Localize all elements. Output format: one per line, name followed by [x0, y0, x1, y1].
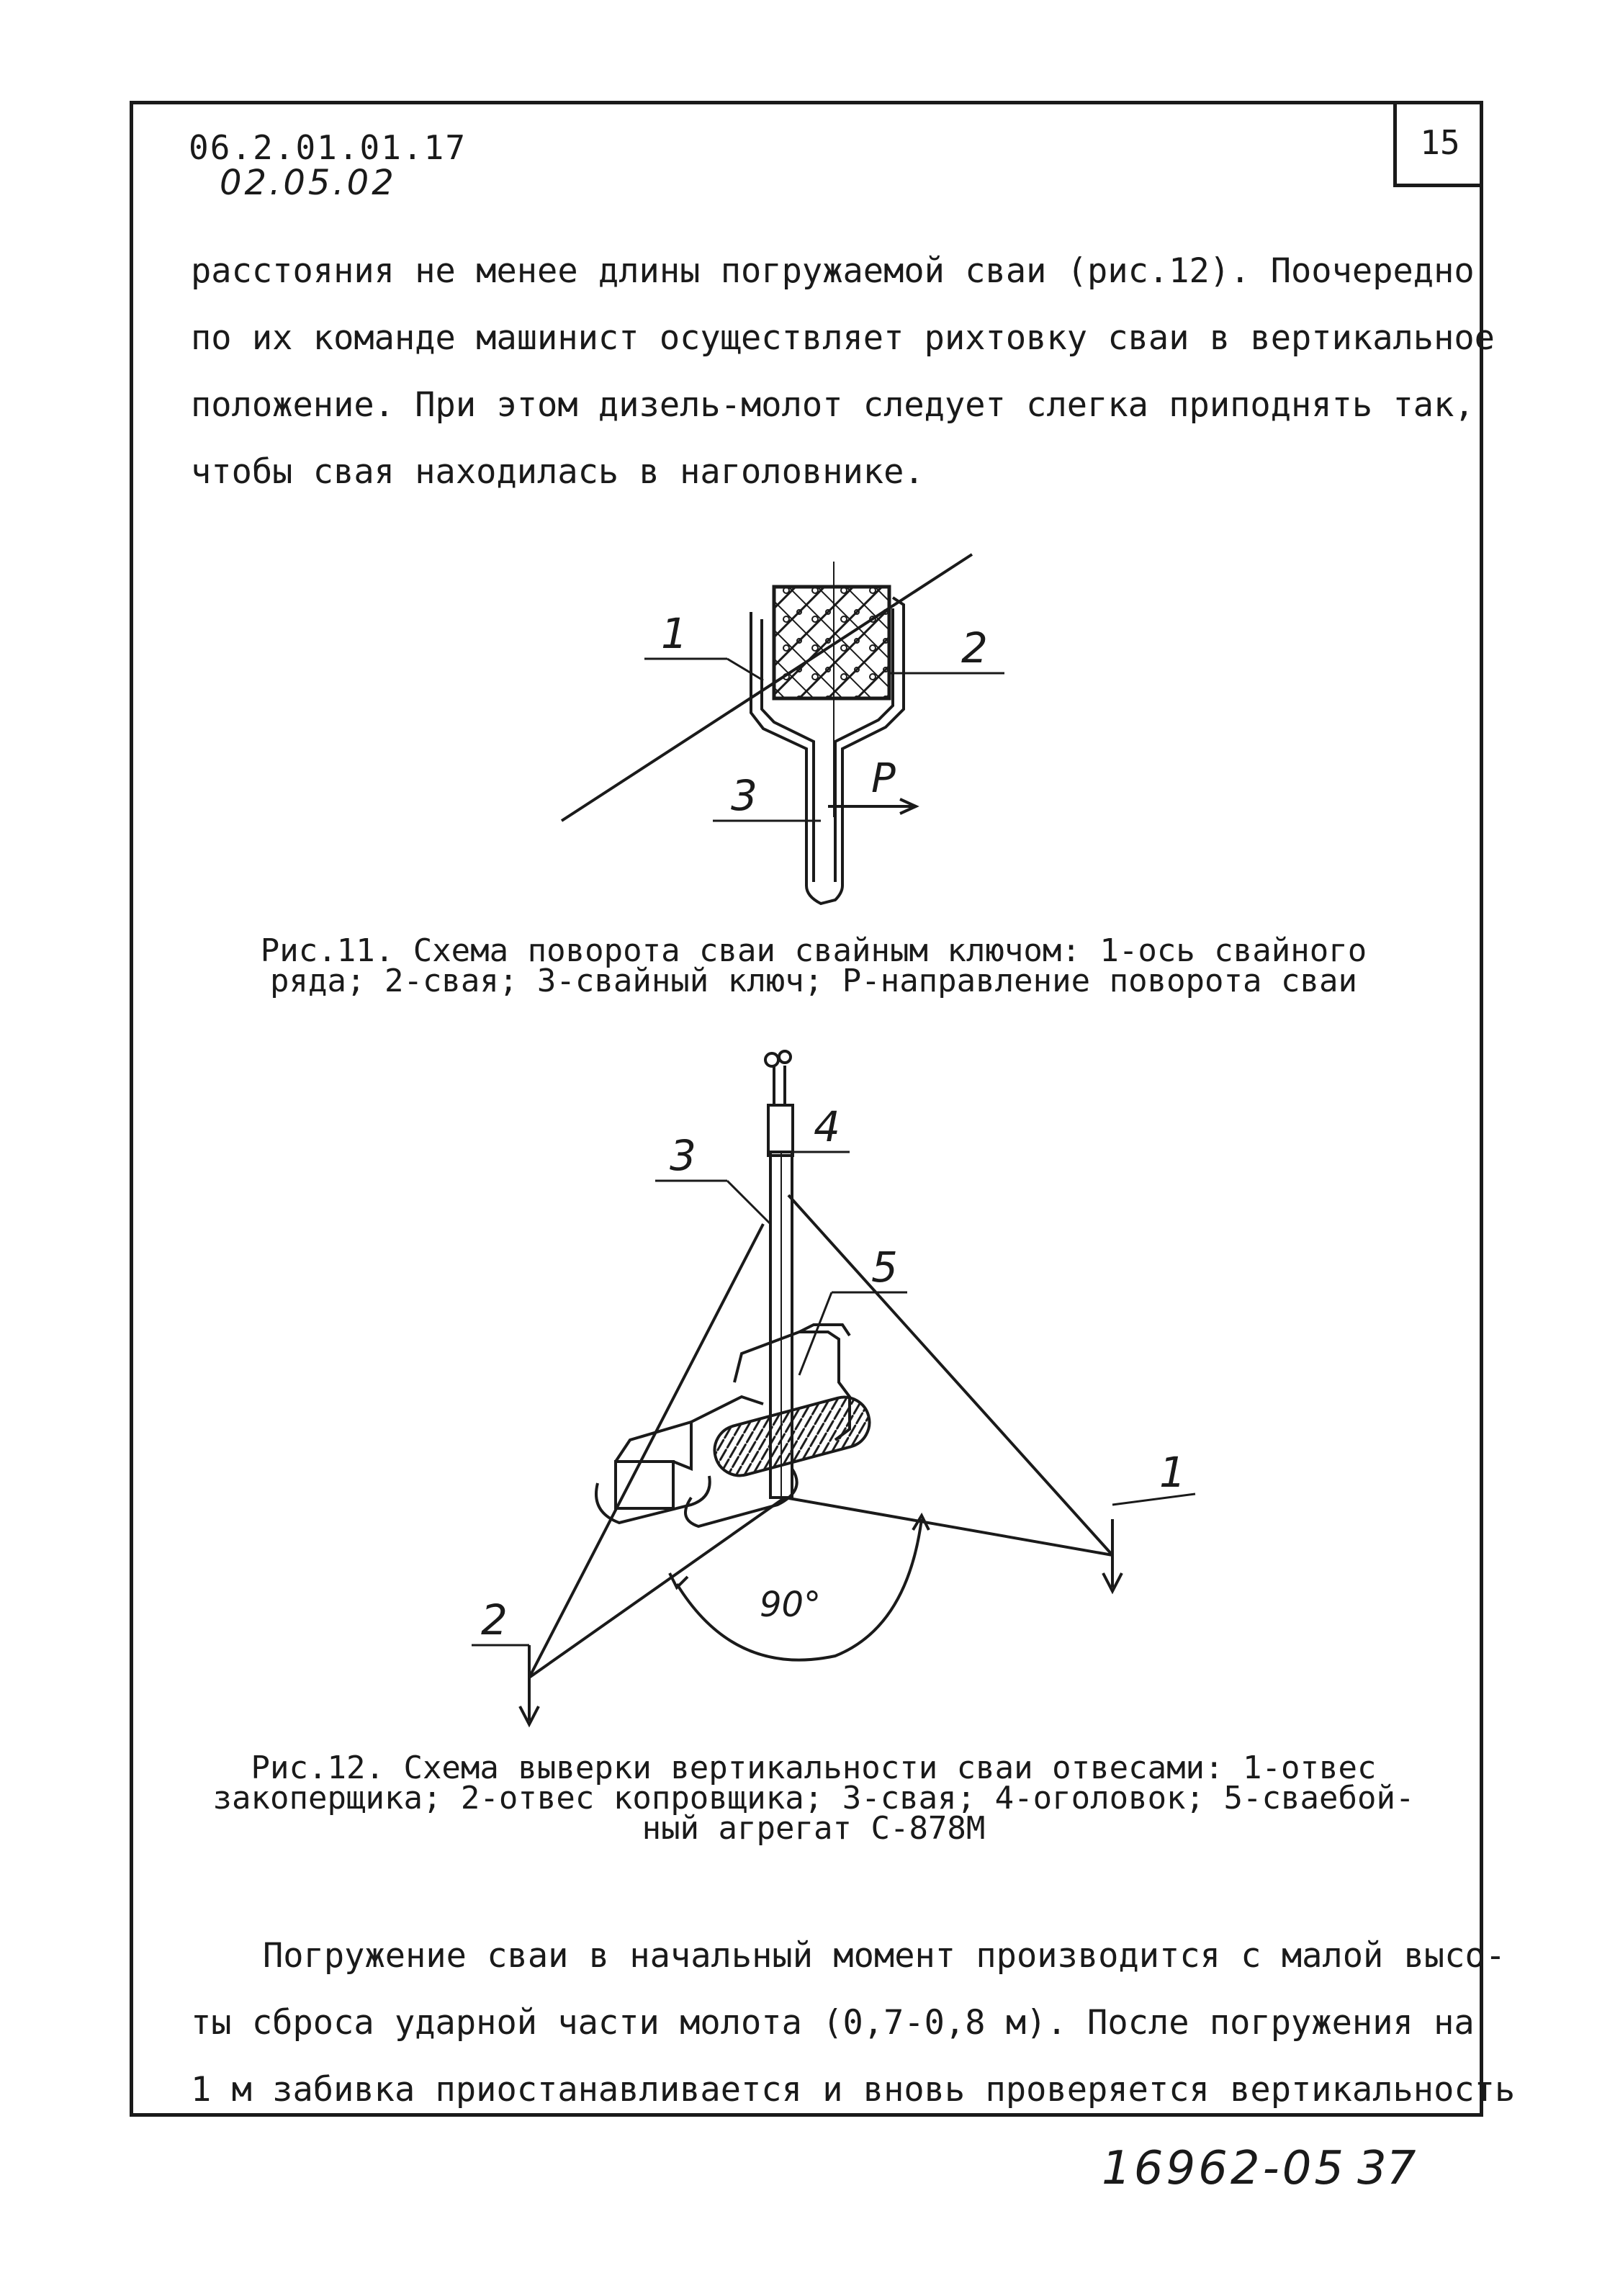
angle-label: 90°	[760, 1585, 822, 1625]
fig11-label-3: 3	[731, 771, 757, 820]
figure-12-diagram	[472, 1051, 1195, 1724]
caption-line: Рис.12. Схема выверки вертикальности сваи отвесами: 1-отвес	[251, 1750, 1377, 1786]
caption-line: закоперщика; 2-отвес копровщика; 3-свая; 4-оголовок; 5-сваебой-	[212, 1780, 1415, 1816]
caption-line: Рис.11. Схема поворота сваи свайным ключом: 1-ось свайного	[260, 932, 1367, 969]
fig11-label-2: 2	[961, 623, 988, 672]
paragraph-line: положение. При этом дизель-молот следует слегка приподнять так,	[191, 385, 1475, 425]
fig12-label-2: 2	[481, 1595, 508, 1644]
machine-cab	[616, 1462, 673, 1508]
figure-11-diagram	[562, 554, 1004, 904]
paragraph-line: по их команде машинист осуществляет рихтовку сваи в вертикальное	[191, 318, 1495, 358]
document-code: 06.2.01.01.17	[189, 128, 467, 167]
paragraph-line: ты сброса ударной части молота (0,7-0,8 м). После погружения на	[191, 2003, 1475, 2043]
paragraph-line: Погружение сваи в начальный момент производится с малой высо-	[263, 1936, 1506, 1976]
document-date: 02.05.02	[220, 163, 397, 203]
fig12-label-5: 5	[871, 1243, 898, 1292]
page-number: 15	[1393, 101, 1483, 187]
pile-cross-section	[774, 587, 889, 698]
fig11-label-p: P	[871, 755, 896, 802]
order-number: 16962-05	[1102, 2142, 1347, 2195]
paragraph-line: 1 м забивка приостанавливается и вновь проверяется вертикальность	[191, 2070, 1516, 2110]
fig12-label-4: 4	[814, 1102, 840, 1151]
figure-11-caption	[191, 932, 1436, 999]
fig12-label-1: 1	[1159, 1448, 1186, 1497]
pile-row-axis-line	[562, 554, 972, 821]
fig11-label-1: 1	[661, 609, 688, 658]
caption-line: ный агрегат С-878М	[642, 1810, 986, 1847]
sheet-number: 37	[1357, 2142, 1416, 2195]
figure-12-caption	[191, 1750, 1436, 1847]
caption-line: ряда; 2-свая; 3-свайный ключ; Р-направление поворота сваи	[270, 963, 1357, 999]
pile-head-cap	[768, 1105, 793, 1156]
paragraph-line: чтобы свая находилась в наголовнике.	[191, 452, 925, 492]
bottom-paragraph	[191, 1922, 1516, 2123]
paragraph-line: расстояния не менее длины погружаемой сваи (рис.12). Поочередно	[191, 251, 1475, 291]
plumb-line-1	[788, 1195, 1112, 1555]
fig12-label-3: 3	[670, 1131, 696, 1180]
